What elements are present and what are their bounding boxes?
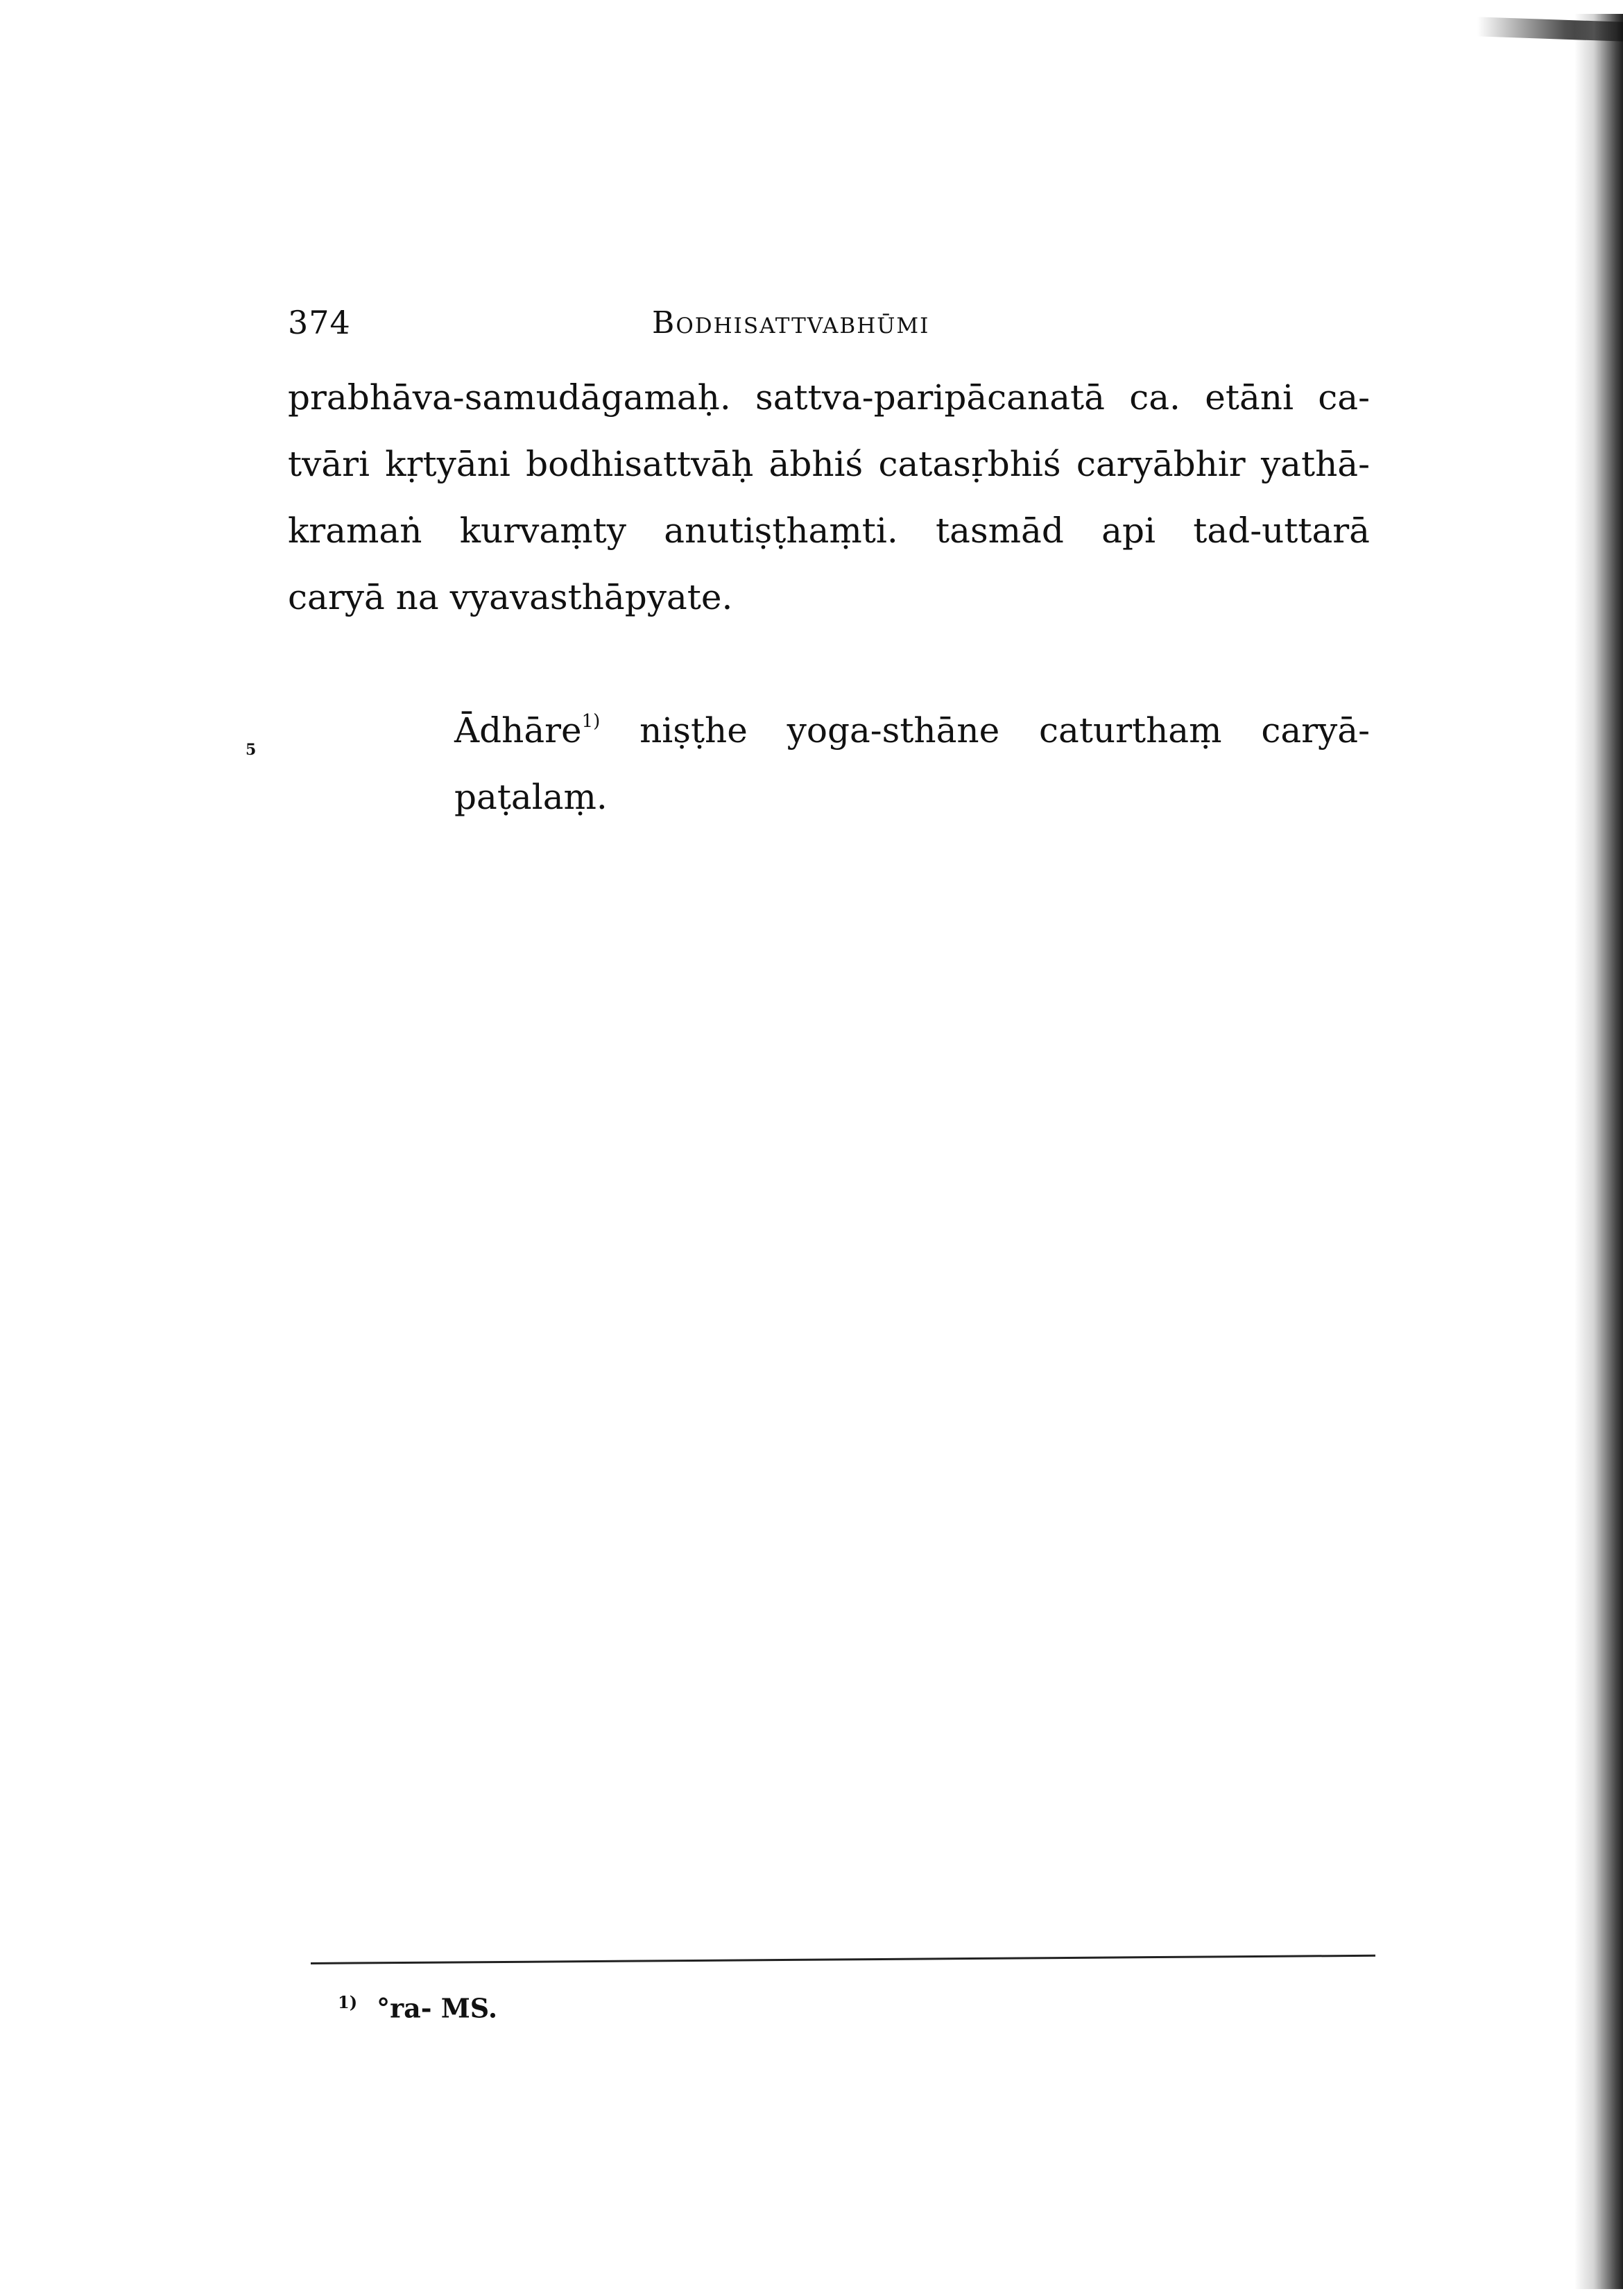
margin-line-number: 5 bbox=[246, 741, 257, 759]
text-line: kramaṅ kurvaṃty anutiṣṭhaṃti. tasmād api tad-uttarā bbox=[288, 511, 1370, 551]
running-title: Bodhisattvabhūmi bbox=[652, 305, 930, 341]
footnote-reference: 1) bbox=[581, 711, 601, 732]
page-header bbox=[288, 304, 1370, 352]
main-paragraph bbox=[288, 364, 1370, 631]
colophon-line bbox=[454, 697, 1370, 764]
text-line: caryā na vyavasthāpyate. bbox=[288, 577, 733, 617]
footnote-mark: 1) bbox=[338, 1992, 358, 2012]
chapter-colophon bbox=[454, 697, 1370, 830]
colophon-line-rest: niṣṭhe yoga-sthāne caturthaṃ caryā- bbox=[639, 710, 1370, 751]
page-number: 374 bbox=[288, 304, 351, 341]
footnote-text: °ra- MS. bbox=[377, 1992, 498, 2024]
text-line: prabhāva-samudāgamaḥ. sattva-paripācanatā ca. etāni ca- bbox=[288, 377, 1370, 418]
footnote bbox=[338, 1992, 497, 2024]
footnote-divider bbox=[311, 1955, 1375, 1964]
binding-shadow bbox=[1574, 14, 1623, 2289]
colophon-first-word: Ādhāre bbox=[454, 710, 582, 751]
text-line: tvāri kṛtyāni bodhisattvāḥ ābhiś catasṛbhiś caryābhir yathā- bbox=[288, 444, 1370, 484]
colophon-line: paṭalaṃ. bbox=[454, 777, 608, 817]
